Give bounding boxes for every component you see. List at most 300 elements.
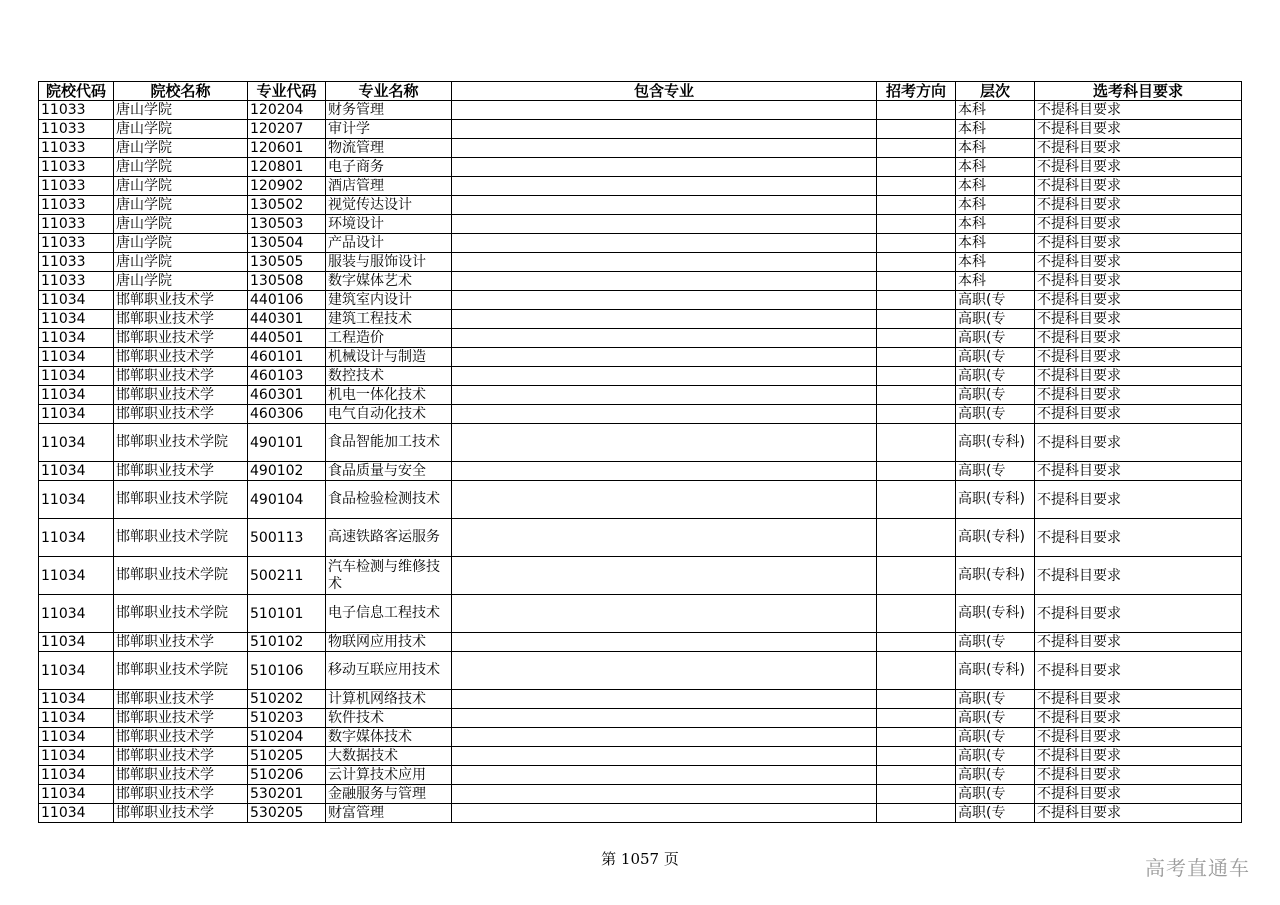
cell-subject-requirement: 不提科目要求: [1035, 158, 1242, 177]
cell-direction: [877, 310, 956, 329]
cell-school-code: 11034: [39, 348, 114, 367]
cell-major-name: 数字媒体技术: [326, 728, 452, 747]
cell-direction: [877, 348, 956, 367]
cell-major-code: 120204: [248, 101, 326, 120]
cell-level: 高职(专: [956, 804, 1035, 823]
cell-major-name: 数字媒体艺术: [326, 272, 452, 291]
table-row: [39, 177, 1242, 196]
cell-subject-requirement: 不提科目要求: [1035, 177, 1242, 196]
cell-subject-requirement: 不提科目要求: [1035, 785, 1242, 804]
cell-subject-requirement: 不提科目要求: [1035, 310, 1242, 329]
cell-major-code: 500113: [248, 519, 326, 557]
cell-school-code: 11033: [39, 139, 114, 158]
cell-school-name: 唐山学院: [114, 196, 248, 215]
cell-subject-requirement: 不提科目要求: [1035, 329, 1242, 348]
cell-major-code: 460101: [248, 348, 326, 367]
cell-major-name: 财务管理: [326, 101, 452, 120]
cell-included-majors: [452, 177, 877, 196]
cell-level: 高职(专: [956, 367, 1035, 386]
cell-school-code: 11033: [39, 120, 114, 139]
cell-subject-requirement: 不提科目要求: [1035, 215, 1242, 234]
cell-level: 高职(专: [956, 291, 1035, 310]
cell-direction: [877, 785, 956, 804]
page-number: 第 1057 页: [601, 850, 679, 868]
table-row: [39, 101, 1242, 120]
cell-school-name: 邯郸职业技术学: [114, 386, 248, 405]
cell-school-code: 11034: [39, 747, 114, 766]
cell-included-majors: [452, 367, 877, 386]
cell-direction: [877, 709, 956, 728]
cell-direction: [877, 804, 956, 823]
cell-major-name: 酒店管理: [326, 177, 452, 196]
cell-included-majors: [452, 348, 877, 367]
cell-major-code: 440106: [248, 291, 326, 310]
cell-school-code: 11033: [39, 196, 114, 215]
table-row: [39, 766, 1242, 785]
cell-major-name: 电子商务: [326, 158, 452, 177]
cell-level: 高职(专科): [956, 652, 1035, 690]
cell-level: 本科: [956, 253, 1035, 272]
cell-direction: [877, 196, 956, 215]
cell-school-name: 邯郸职业技术学: [114, 291, 248, 310]
cell-major-code: 490102: [248, 462, 326, 481]
cell-major-code: 510202: [248, 690, 326, 709]
cell-direction: [877, 652, 956, 690]
cell-school-name: 邯郸职业技术学: [114, 785, 248, 804]
cell-included-majors: [452, 234, 877, 253]
cell-major-code: 130508: [248, 272, 326, 291]
cell-school-name: 邯郸职业技术学: [114, 348, 248, 367]
cell-subject-requirement: 不提科目要求: [1035, 633, 1242, 652]
header-school-name: 院校名称: [114, 82, 248, 101]
table-row: [39, 386, 1242, 405]
cell-school-name: 邯郸职业技术学: [114, 367, 248, 386]
cell-subject-requirement: 不提科目要求: [1035, 405, 1242, 424]
cell-direction: [877, 120, 956, 139]
cell-direction: [877, 405, 956, 424]
cell-major-code: 440501: [248, 329, 326, 348]
cell-subject-requirement: 不提科目要求: [1035, 728, 1242, 747]
table-row: [39, 253, 1242, 272]
cell-school-code: 11034: [39, 386, 114, 405]
cell-major-code: 530201: [248, 785, 326, 804]
cell-school-code: 11034: [39, 291, 114, 310]
cell-major-name: 汽车检测与维修技术: [326, 557, 452, 595]
cell-school-code: 11034: [39, 462, 114, 481]
cell-school-name: 唐山学院: [114, 177, 248, 196]
cell-direction: [877, 481, 956, 519]
cell-subject-requirement: 不提科目要求: [1035, 747, 1242, 766]
cell-included-majors: [452, 785, 877, 804]
cell-major-code: 120902: [248, 177, 326, 196]
table-row: [39, 557, 1242, 595]
cell-direction: [877, 158, 956, 177]
cell-direction: [877, 253, 956, 272]
cell-level: 本科: [956, 272, 1035, 291]
cell-direction: [877, 747, 956, 766]
cell-major-name: 食品检验检测技术: [326, 481, 452, 519]
cell-included-majors: [452, 747, 877, 766]
cell-included-majors: [452, 139, 877, 158]
cell-major-code: 510101: [248, 595, 326, 633]
cell-major-name: 食品智能加工技术: [326, 424, 452, 462]
header-subject-requirement: 选考科目要求: [1035, 82, 1242, 101]
cell-direction: [877, 215, 956, 234]
table-row: [39, 709, 1242, 728]
cell-level: 本科: [956, 120, 1035, 139]
cell-school-name: 邯郸职业技术学: [114, 633, 248, 652]
table-row: [39, 158, 1242, 177]
cell-direction: [877, 424, 956, 462]
cell-major-code: 490101: [248, 424, 326, 462]
cell-school-name: 唐山学院: [114, 139, 248, 158]
cell-major-code: 460301: [248, 386, 326, 405]
cell-included-majors: [452, 310, 877, 329]
table-row: [39, 196, 1242, 215]
cell-major-name: 物联网应用技术: [326, 633, 452, 652]
cell-major-code: 130502: [248, 196, 326, 215]
table-row: [39, 348, 1242, 367]
cell-level: 高职(专科): [956, 595, 1035, 633]
cell-school-name: 邯郸职业技术学: [114, 329, 248, 348]
cell-direction: [877, 386, 956, 405]
cell-included-majors: [452, 215, 877, 234]
cell-included-majors: [452, 462, 877, 481]
cell-subject-requirement: 不提科目要求: [1035, 481, 1242, 519]
cell-subject-requirement: 不提科目要求: [1035, 367, 1242, 386]
table-row: [39, 728, 1242, 747]
cell-level: 高职(专: [956, 348, 1035, 367]
cell-school-code: 11033: [39, 272, 114, 291]
cell-subject-requirement: 不提科目要求: [1035, 101, 1242, 120]
table-row: [39, 272, 1242, 291]
cell-school-name: 邯郸职业技术学院: [114, 519, 248, 557]
cell-subject-requirement: 不提科目要求: [1035, 120, 1242, 139]
cell-major-name: 视觉传达设计: [326, 196, 452, 215]
cell-school-name: 唐山学院: [114, 215, 248, 234]
cell-subject-requirement: 不提科目要求: [1035, 652, 1242, 690]
table-row: [39, 424, 1242, 462]
cell-major-code: 460306: [248, 405, 326, 424]
cell-major-code: 510106: [248, 652, 326, 690]
cell-major-name: 财富管理: [326, 804, 452, 823]
cell-major-code: 510102: [248, 633, 326, 652]
cell-level: 高职(专科): [956, 519, 1035, 557]
cell-direction: [877, 728, 956, 747]
cell-direction: [877, 177, 956, 196]
cell-included-majors: [452, 766, 877, 785]
cell-subject-requirement: 不提科目要求: [1035, 709, 1242, 728]
cell-direction: [877, 557, 956, 595]
cell-included-majors: [452, 386, 877, 405]
cell-school-code: 11034: [39, 785, 114, 804]
cell-major-code: 510206: [248, 766, 326, 785]
cell-major-name: 机械设计与制造: [326, 348, 452, 367]
table-row: [39, 139, 1242, 158]
cell-level: 本科: [956, 215, 1035, 234]
cell-included-majors: [452, 405, 877, 424]
cell-major-name: 计算机网络技术: [326, 690, 452, 709]
cell-direction: [877, 519, 956, 557]
cell-school-name: 邯郸职业技术学院: [114, 557, 248, 595]
cell-school-code: 11033: [39, 158, 114, 177]
table-row: [39, 519, 1242, 557]
cell-level: 本科: [956, 101, 1035, 120]
cell-major-code: 120601: [248, 139, 326, 158]
cell-major-name: 金融服务与管理: [326, 785, 452, 804]
cell-level: 高职(专: [956, 633, 1035, 652]
cell-subject-requirement: 不提科目要求: [1035, 196, 1242, 215]
cell-included-majors: [452, 253, 877, 272]
cell-major-name: 环境设计: [326, 215, 452, 234]
cell-subject-requirement: 不提科目要求: [1035, 557, 1242, 595]
header-included-majors: 包含专业: [452, 82, 877, 101]
cell-level: 高职(专: [956, 386, 1035, 405]
cell-direction: [877, 595, 956, 633]
cell-included-majors: [452, 196, 877, 215]
cell-subject-requirement: 不提科目要求: [1035, 234, 1242, 253]
cell-major-name: 软件技术: [326, 709, 452, 728]
header-level: 层次: [956, 82, 1035, 101]
cell-school-code: 11034: [39, 367, 114, 386]
cell-school-code: 11033: [39, 101, 114, 120]
cell-major-code: 490104: [248, 481, 326, 519]
cell-level: 高职(专: [956, 690, 1035, 709]
cell-level: 高职(专: [956, 785, 1035, 804]
cell-included-majors: [452, 633, 877, 652]
cell-direction: [877, 139, 956, 158]
watermark-logo: 高考直通车: [1145, 856, 1250, 880]
cell-school-code: 11033: [39, 234, 114, 253]
cell-school-name: 邯郸职业技术学: [114, 690, 248, 709]
cell-school-name: 邯郸职业技术学: [114, 804, 248, 823]
table-row: [39, 367, 1242, 386]
cell-school-code: 11034: [39, 595, 114, 633]
cell-major-name: 审计学: [326, 120, 452, 139]
cell-major-code: 120207: [248, 120, 326, 139]
cell-school-name: 邯郸职业技术学院: [114, 424, 248, 462]
cell-major-name: 机电一体化技术: [326, 386, 452, 405]
cell-subject-requirement: 不提科目要求: [1035, 424, 1242, 462]
table-row: [39, 215, 1242, 234]
cell-direction: [877, 272, 956, 291]
cell-major-name: 云计算技术应用: [326, 766, 452, 785]
cell-level: 本科: [956, 177, 1035, 196]
cell-subject-requirement: 不提科目要求: [1035, 272, 1242, 291]
cell-major-code: 460103: [248, 367, 326, 386]
cell-included-majors: [452, 709, 877, 728]
cell-level: 高职(专: [956, 310, 1035, 329]
cell-included-majors: [452, 101, 877, 120]
table-row: [39, 747, 1242, 766]
cell-major-name: 数控技术: [326, 367, 452, 386]
cell-school-code: 11034: [39, 519, 114, 557]
cell-level: 高职(专科): [956, 557, 1035, 595]
cell-level: 本科: [956, 196, 1035, 215]
cell-included-majors: [452, 291, 877, 310]
table-row: [39, 120, 1242, 139]
cell-major-name: 工程造价: [326, 329, 452, 348]
cell-level: 本科: [956, 139, 1035, 158]
cell-school-name: 邯郸职业技术学: [114, 766, 248, 785]
cell-subject-requirement: 不提科目要求: [1035, 595, 1242, 633]
cell-direction: [877, 101, 956, 120]
cell-included-majors: [452, 690, 877, 709]
header-row: [39, 82, 1242, 101]
cell-included-majors: [452, 120, 877, 139]
cell-major-code: 440301: [248, 310, 326, 329]
cell-school-name: 唐山学院: [114, 101, 248, 120]
cell-level: 高职(专: [956, 766, 1035, 785]
cell-level: 高职(专: [956, 462, 1035, 481]
table-row: [39, 690, 1242, 709]
cell-direction: [877, 367, 956, 386]
admissions-table: [38, 81, 1242, 823]
table-row: [39, 785, 1242, 804]
cell-school-code: 11033: [39, 253, 114, 272]
cell-subject-requirement: 不提科目要求: [1035, 253, 1242, 272]
cell-subject-requirement: 不提科目要求: [1035, 519, 1242, 557]
cell-major-code: 510205: [248, 747, 326, 766]
cell-direction: [877, 690, 956, 709]
cell-major-code: 510203: [248, 709, 326, 728]
cell-level: 高职(专: [956, 747, 1035, 766]
header-direction: 招考方向: [877, 82, 956, 101]
cell-included-majors: [452, 519, 877, 557]
cell-major-code: 510204: [248, 728, 326, 747]
cell-major-name: 建筑室内设计: [326, 291, 452, 310]
cell-level: 高职(专科): [956, 424, 1035, 462]
cell-major-name: 高速铁路客运服务: [326, 519, 452, 557]
cell-school-name: 邯郸职业技术学院: [114, 595, 248, 633]
cell-subject-requirement: 不提科目要求: [1035, 291, 1242, 310]
table-row: [39, 329, 1242, 348]
cell-included-majors: [452, 652, 877, 690]
cell-included-majors: [452, 329, 877, 348]
cell-school-name: 邯郸职业技术学院: [114, 481, 248, 519]
cell-subject-requirement: 不提科目要求: [1035, 766, 1242, 785]
cell-level: 高职(专: [956, 329, 1035, 348]
cell-school-code: 11034: [39, 709, 114, 728]
cell-major-code: 120801: [248, 158, 326, 177]
cell-major-code: 530205: [248, 804, 326, 823]
cell-school-code: 11033: [39, 177, 114, 196]
cell-school-name: 邯郸职业技术学: [114, 747, 248, 766]
cell-major-name: 电气自动化技术: [326, 405, 452, 424]
cell-direction: [877, 766, 956, 785]
header-major-code: 专业代码: [248, 82, 326, 101]
cell-included-majors: [452, 481, 877, 519]
cell-direction: [877, 234, 956, 253]
table-row: [39, 481, 1242, 519]
cell-school-name: 邯郸职业技术学: [114, 709, 248, 728]
cell-school-code: 11034: [39, 557, 114, 595]
cell-school-name: 唐山学院: [114, 120, 248, 139]
table-row: [39, 462, 1242, 481]
table-row: [39, 310, 1242, 329]
cell-school-name: 邯郸职业技术学: [114, 405, 248, 424]
cell-subject-requirement: 不提科目要求: [1035, 804, 1242, 823]
cell-school-code: 11034: [39, 766, 114, 785]
cell-major-name: 食品质量与安全: [326, 462, 452, 481]
cell-included-majors: [452, 272, 877, 291]
cell-school-name: 邯郸职业技术学院: [114, 652, 248, 690]
cell-school-name: 唐山学院: [114, 234, 248, 253]
table-body: [39, 101, 1242, 823]
cell-included-majors: [452, 158, 877, 177]
cell-major-name: 电子信息工程技术: [326, 595, 452, 633]
cell-included-majors: [452, 557, 877, 595]
cell-school-code: 11034: [39, 633, 114, 652]
cell-included-majors: [452, 424, 877, 462]
header-school-code: 院校代码: [39, 82, 114, 101]
cell-direction: [877, 462, 956, 481]
cell-subject-requirement: 不提科目要求: [1035, 139, 1242, 158]
cell-direction: [877, 329, 956, 348]
cell-level: 高职(专: [956, 405, 1035, 424]
cell-major-code: 130505: [248, 253, 326, 272]
cell-school-code: 11033: [39, 215, 114, 234]
cell-level: 高职(专: [956, 728, 1035, 747]
cell-major-code: 130504: [248, 234, 326, 253]
cell-subject-requirement: 不提科目要求: [1035, 690, 1242, 709]
cell-major-name: 建筑工程技术: [326, 310, 452, 329]
cell-school-name: 邯郸职业技术学: [114, 728, 248, 747]
table-row: [39, 595, 1242, 633]
cell-school-code: 11034: [39, 310, 114, 329]
cell-subject-requirement: 不提科目要求: [1035, 386, 1242, 405]
cell-school-code: 11034: [39, 329, 114, 348]
cell-major-code: 130503: [248, 215, 326, 234]
cell-direction: [877, 291, 956, 310]
cell-school-name: 唐山学院: [114, 272, 248, 291]
header-major-name: 专业名称: [326, 82, 452, 101]
cell-level: 高职(专: [956, 709, 1035, 728]
cell-school-code: 11034: [39, 652, 114, 690]
cell-subject-requirement: 不提科目要求: [1035, 462, 1242, 481]
table-row: [39, 804, 1242, 823]
cell-school-name: 邯郸职业技术学: [114, 310, 248, 329]
cell-school-code: 11034: [39, 804, 114, 823]
cell-school-name: 唐山学院: [114, 253, 248, 272]
cell-school-code: 11034: [39, 728, 114, 747]
cell-major-name: 大数据技术: [326, 747, 452, 766]
cell-school-name: 邯郸职业技术学: [114, 462, 248, 481]
cell-school-code: 11034: [39, 424, 114, 462]
table-row: [39, 633, 1242, 652]
cell-level: 本科: [956, 158, 1035, 177]
cell-included-majors: [452, 804, 877, 823]
cell-included-majors: [452, 595, 877, 633]
table-row: [39, 405, 1242, 424]
table-row: [39, 234, 1242, 253]
cell-major-code: 500211: [248, 557, 326, 595]
cell-direction: [877, 633, 956, 652]
cell-subject-requirement: 不提科目要求: [1035, 348, 1242, 367]
cell-major-name: 移动互联应用技术: [326, 652, 452, 690]
cell-school-code: 11034: [39, 690, 114, 709]
cell-major-name: 产品设计: [326, 234, 452, 253]
cell-school-name: 唐山学院: [114, 158, 248, 177]
cell-level: 本科: [956, 234, 1035, 253]
table-row: [39, 652, 1242, 690]
cell-school-code: 11034: [39, 405, 114, 424]
table-row: [39, 291, 1242, 310]
cell-major-name: 物流管理: [326, 139, 452, 158]
cell-major-name: 服装与服饰设计: [326, 253, 452, 272]
cell-level: 高职(专科): [956, 481, 1035, 519]
cell-school-code: 11034: [39, 481, 114, 519]
